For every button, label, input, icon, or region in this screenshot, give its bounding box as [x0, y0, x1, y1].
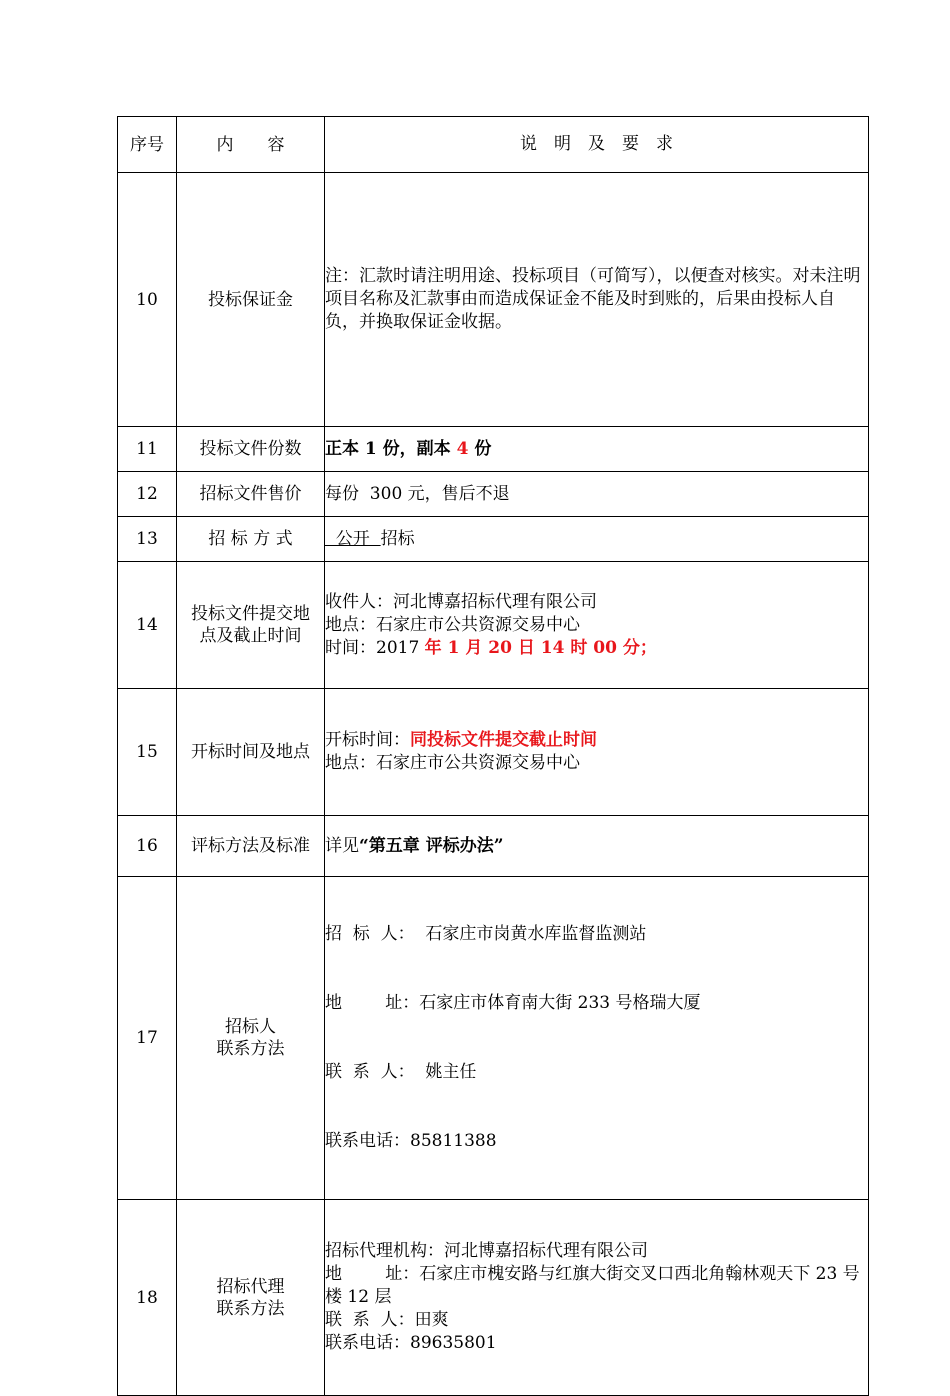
row-number: 12 [118, 472, 177, 517]
table-header-row [118, 117, 869, 173]
row-label: 招标文件售价 [177, 472, 325, 517]
agency-line: 招标代理机构：河北博嘉招标代理有限公司 [325, 1241, 648, 1261]
copies-count: 4 [456, 438, 469, 459]
deadline-date: 年 1 月 20 日 14 时 00 分； [424, 637, 657, 658]
row-label: 开标时间及地点 [177, 689, 325, 816]
table-row [118, 877, 869, 1200]
row-label: 投标保证金 [177, 173, 325, 427]
table-row [118, 1200, 869, 1396]
row-label-line: 联系方法 [216, 1039, 285, 1059]
copies-unit: 份 [468, 438, 492, 459]
tender-method-suffix: 招标 [380, 528, 415, 549]
opening-time-prefix: 开标时间： [325, 730, 410, 750]
row-description [325, 689, 869, 816]
row-description [325, 877, 869, 1200]
row-description [325, 427, 869, 472]
header-content: 内 容 [177, 117, 325, 173]
table-row [118, 472, 869, 517]
table-row [118, 562, 869, 689]
row-number: 10 [118, 173, 177, 427]
row-label: 评标方法及标准 [177, 816, 325, 877]
row-description [325, 562, 869, 689]
row-label: 投标文件份数 [177, 427, 325, 472]
row-number: 15 [118, 689, 177, 816]
tender-method-value: 公开 [325, 528, 381, 549]
row-label [177, 877, 325, 1200]
row-description [325, 173, 869, 427]
opening-location-line: 地点：石家庄市公共资源交易中心 [325, 753, 580, 773]
row-label [177, 1200, 325, 1396]
row-description [325, 816, 869, 877]
tenderer-line: 招 标 人： 石家庄市岗黄水库监督监测站 [325, 924, 647, 944]
deposit-note: 注：汇款时请注明用途、投标项目（可简写），以便查对核实。对未注明项目名称及汇款事由而造成保证金不能及时到账的，后果由投标人自负，并换取保证金收据。 [325, 266, 861, 332]
row-label: 投标文件提交地点及截止时间 [177, 562, 325, 689]
table-row [118, 427, 869, 472]
address-line: 地 址：石家庄市槐安路与红旗大街交叉口西北角翰林观天下 23 号楼 12 层 [325, 1264, 860, 1307]
row-number: 14 [118, 562, 177, 689]
table-row [118, 173, 869, 427]
evaluation-prefix: 详见 [325, 835, 359, 856]
header-description: 说 明 及 要 求 [325, 117, 869, 173]
contact-line: 联 系 人：田爽 [325, 1310, 449, 1330]
table-row [118, 517, 869, 562]
header-serial: 序号 [118, 117, 177, 173]
contact-line: 联 系 人： 姚主任 [325, 1062, 477, 1082]
evaluation-reference: “第五章 评标办法” [359, 835, 504, 856]
deadline-line [325, 637, 868, 660]
row-number: 17 [118, 877, 177, 1200]
tender-info-table [117, 116, 869, 1396]
location-line: 地点：石家庄市公共资源交易中心 [325, 614, 580, 635]
recipient-line: 收件人：河北博嘉招标代理有限公司 [325, 591, 597, 612]
row-number: 18 [118, 1200, 177, 1396]
row-label-line: 联系方法 [216, 1298, 285, 1319]
row-number: 11 [118, 427, 177, 472]
deadline-prefix: 时间：2017 [325, 637, 425, 658]
phone-line: 联系电话：85811388 [325, 1131, 497, 1151]
phone-line: 联系电话：89635801 [325, 1333, 497, 1353]
row-description: 每份 300 元，售后不退 [325, 472, 869, 517]
address-line: 地 址：石家庄市体育南大街 233 号格瑞大厦 [325, 993, 701, 1013]
opening-time-line [325, 729, 868, 752]
opening-time-value: 同投标文件提交截止时间 [410, 730, 597, 750]
row-number: 13 [118, 517, 177, 562]
copies-text: 正本 1 份，副本 [325, 438, 457, 459]
row-label-line: 招标代理 [216, 1276, 285, 1297]
row-label: 招 标 方 式 [177, 517, 325, 562]
row-number: 16 [118, 816, 177, 877]
row-description [325, 517, 869, 562]
table-row [118, 816, 869, 877]
table-row [118, 689, 869, 816]
row-label-line: 招标人 [225, 1017, 276, 1037]
row-description [325, 1200, 869, 1396]
